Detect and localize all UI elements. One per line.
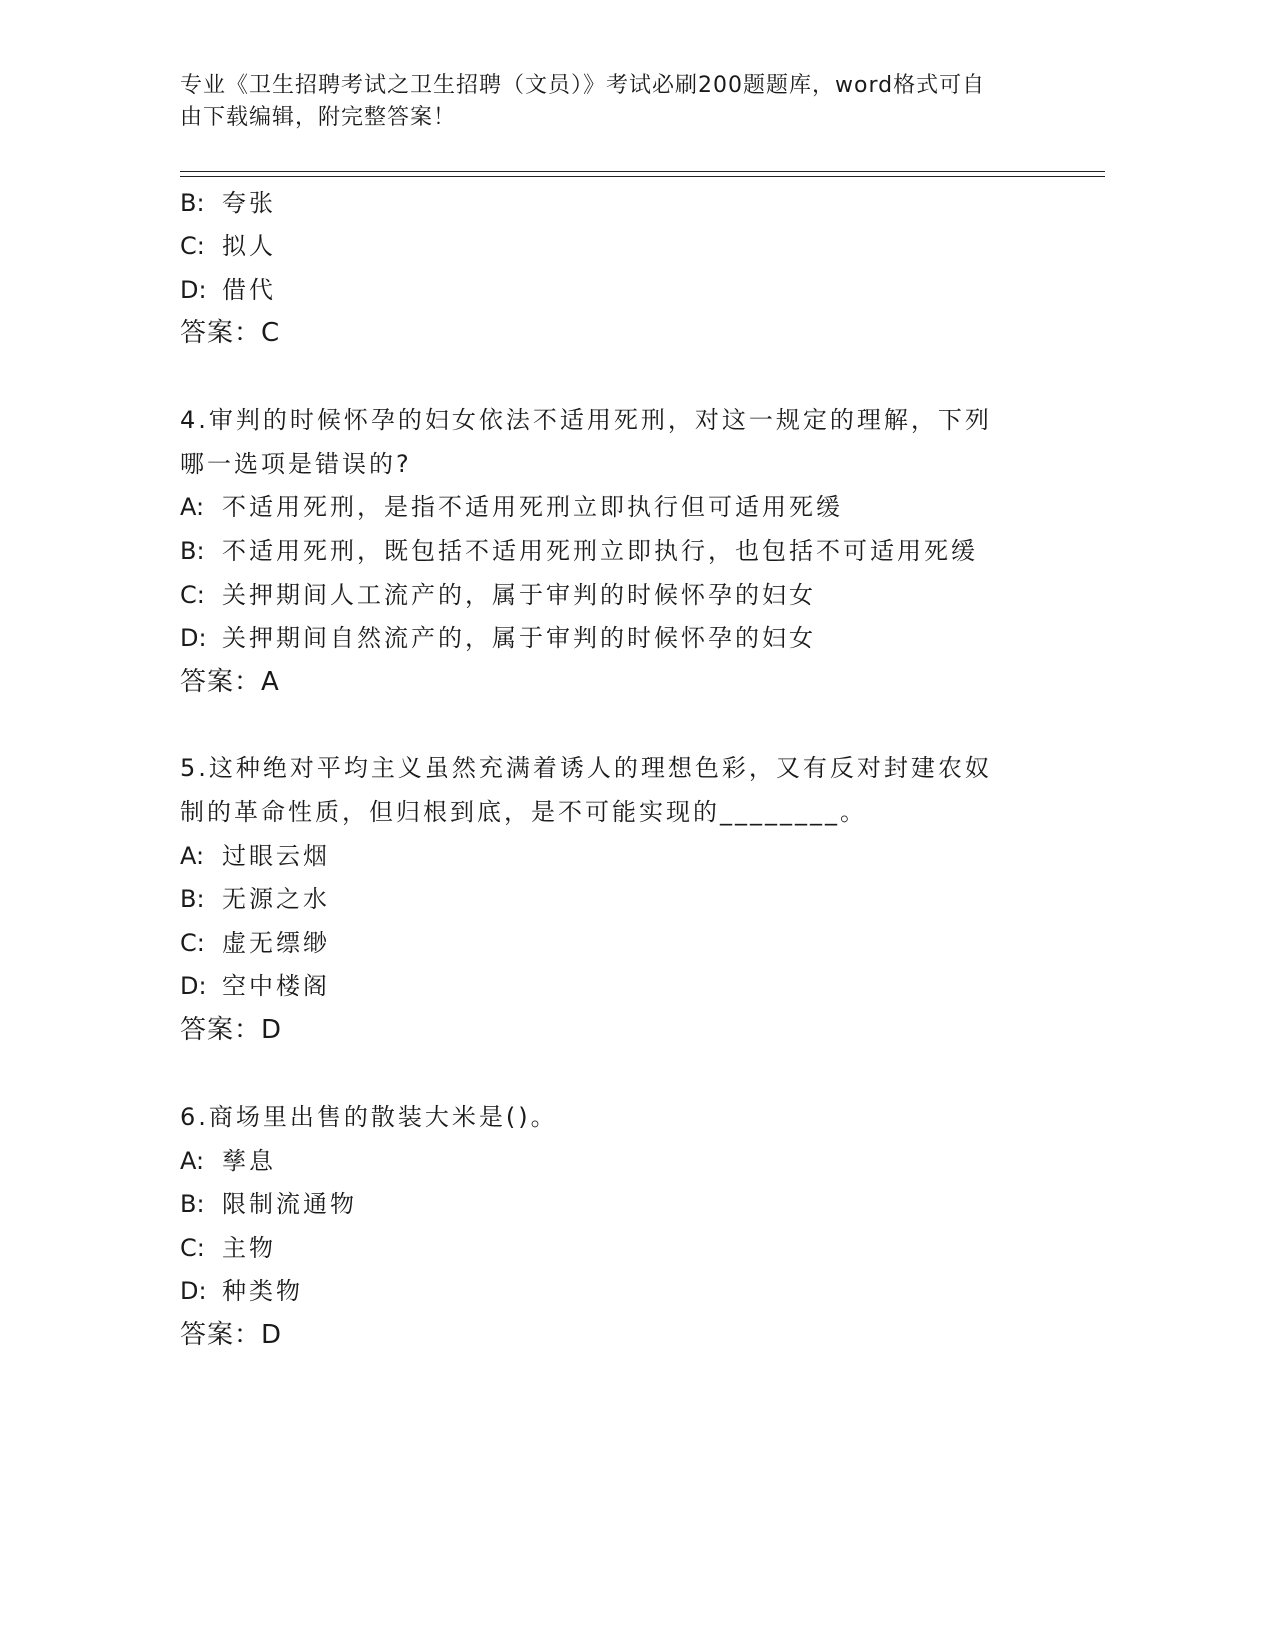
q5-stem-line-2: 制的革命性质，但归根到底，是不可能实现的________。 [180, 798, 867, 826]
option-key: B: [180, 1190, 205, 1218]
option-key: C: [180, 232, 205, 260]
q6-answer: 答案：D [180, 1320, 283, 1350]
q3-answer: 答案：C [180, 318, 281, 348]
q6-stem-line-1: 6.商场里出售的散装大米是()。 [180, 1103, 558, 1131]
option-text: 过眼云烟 [222, 842, 330, 870]
q4-option-d [180, 623, 816, 653]
option-key: C: [180, 929, 205, 957]
header-line-2: 由下载编辑，附完整答案！ [180, 105, 457, 130]
q6-option-a [180, 1146, 276, 1176]
q4-option-b [180, 536, 978, 566]
option-key: A: [180, 493, 205, 521]
option-text: 种类物 [222, 1277, 303, 1305]
q3-option-c [180, 231, 276, 261]
option-text: 关押期间人工流产的，属于审判的时候怀孕的妇女 [222, 581, 816, 609]
option-text: 夸张 [222, 189, 276, 217]
q5-option-a [180, 841, 330, 871]
q4-option-c [180, 580, 816, 610]
header-divider-top [180, 171, 1105, 172]
option-text: 关押期间自然流产的，属于审判的时候怀孕的妇女 [222, 624, 816, 652]
q4-stem-line-1: 4.审判的时候怀孕的妇女依法不适用死刑，对这一规定的理解，下列 [180, 406, 992, 434]
option-key: D: [180, 972, 207, 1000]
q4-stem-line-2: 哪一选项是错误的? [180, 450, 412, 478]
option-key: B: [180, 885, 205, 913]
q3-option-d [180, 275, 276, 305]
q5-option-b [180, 884, 330, 914]
document-header [180, 70, 1040, 134]
q6-option-d [180, 1276, 303, 1306]
option-key: A: [180, 842, 205, 870]
q3-option-b [180, 188, 276, 218]
option-text: 不适用死刑，是指不适用死刑立即执行但可适用死缓 [222, 493, 843, 521]
header-divider-bottom [180, 176, 1105, 177]
option-key: B: [180, 189, 205, 217]
option-key: D: [180, 1277, 207, 1305]
option-text: 拟人 [222, 232, 276, 260]
option-key: D: [180, 624, 207, 652]
option-key: C: [180, 1234, 205, 1262]
q6-option-c [180, 1233, 276, 1263]
q6-option-b [180, 1189, 357, 1219]
option-key: B: [180, 537, 205, 565]
option-text: 主物 [222, 1234, 276, 1262]
option-text: 虚无缥缈 [222, 929, 330, 957]
header-line-1: 专业《卫生招聘考试之卫生招聘（文员）》考试必刷200题题库，word格式可自 [180, 73, 986, 98]
option-text: 无源之水 [222, 885, 330, 913]
q5-option-c [180, 928, 330, 958]
option-key: A: [180, 1147, 205, 1175]
q5-option-d [180, 971, 330, 1001]
q5-answer: 答案：D [180, 1015, 283, 1045]
q4-option-a [180, 492, 843, 522]
option-text: 孳息 [222, 1147, 276, 1175]
option-key: C: [180, 581, 205, 609]
option-text: 限制流通物 [222, 1190, 357, 1218]
option-text: 不适用死刑，既包括不适用死刑立即执行，也包括不可适用死缓 [222, 537, 978, 565]
option-key: D: [180, 276, 207, 304]
option-text: 借代 [222, 276, 276, 304]
q5-stem-line-1: 5.这种绝对平均主义虽然充满着诱人的理想色彩，又有反对封建农奴 [180, 754, 992, 782]
q4-answer: 答案：A [180, 667, 280, 697]
option-text: 空中楼阁 [222, 972, 330, 1000]
